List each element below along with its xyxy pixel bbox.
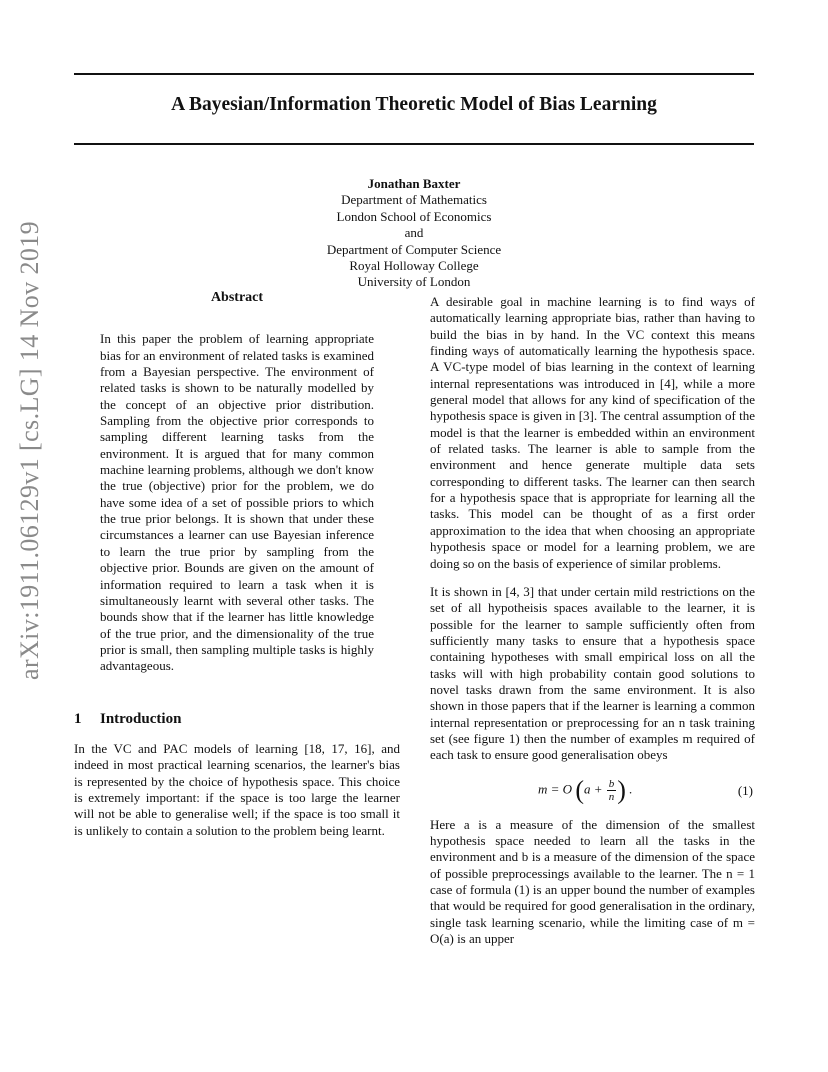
equation-tail: . <box>629 781 633 797</box>
intro-paragraph-1: In the VC and PAC models of learning [18, 17, 16], and indeed in most practical learning scenarios, the learner's bias is represented by the choice of hypothesis space. This choice is extremely important: if the space is too large the learner will not be able to generalise well; if the space is too small it is unlikely to contain a solution to the problem being learnt. <box>74 740 400 838</box>
arxiv-identifier-stamp: arXiv:1911.06129v1 [cs.LG] 14 Nov 2019 <box>15 220 44 680</box>
section-number: 1 <box>74 710 82 727</box>
intro-paragraph-4: Here a is a measure of the dimension of the smallest hypothesis space needed to learn all the tasks in the environment and b is a measure of the dimension of the space of possible preprocessings available to the learner. The n = 1 case of formula (1) is an upper bound the number of examples that would be required for good generalisation in the ordinary, single task learning scenario, while the limiting case of m = O(a) is an upper <box>430 816 755 947</box>
equation-lhs: m = O <box>538 781 573 797</box>
section-title: Introduction <box>100 710 182 727</box>
equation-number: (1) <box>737 782 753 798</box>
title-bottom-rule <box>74 143 754 145</box>
intro-paragraph-2: A desirable goal in machine learning is to find ways of automatically learning appropriate bias, rather than having to build the bias in by hand. In the VC context this means finding ways of automatically learning the hypothesis space. A VC-type model of bias learning in the context of learning internal representations was introduced in [4], while a more general model that allows for any kind of specification of the hypothesis space is given in [3]. The central assumption of the model is that the learner is embedded within an environment of related tasks. The learner is able to sample from the environment and hence generate multiple data sets corresponding to different tasks. The learner can then search for a hypothesis space that is appropriate for learning all the tasks. This model can be thought of as a first order approximation to the idea that when choosing an appropriate hypothesis space or model for a learning problem, we are doing so on the basis of experience of similar problems. <box>430 294 755 571</box>
equation-1 <box>430 767 755 813</box>
affiliation-line: London School of Economics <box>336 208 492 224</box>
author-block <box>214 176 614 291</box>
affiliation-line: Department of Computer Science <box>326 241 502 257</box>
abstract-text: In this paper the problem of learning appropriate bias for an environment of related tasks is examined from a Bayesian perspective. The environment of related tasks is shown to be naturally modelled by the concept of an objective prior distribution. Sampling from the objective prior corresponds to sampling different learning tasks from the environment. It is argued that for many common machine learning problems, although we don't know the true (objective) prior for the problem, we do have some idea of a set of possible priors to which the true prior belongs. It is shown that under these circumstances a learner can use Bayesian inference to learn the true prior by sampling from the objective prior. Bounds are given on the amount of information required to learn a task when it is simultaneously learnt with several other tasks. The bounds show that if the learner has little knowledge of the true prior, and the dimensionality of the true prior is small, then sampling multiple tasks is highly advantageous. <box>100 331 374 674</box>
equation-term: a + <box>583 781 603 797</box>
affiliation-line: Department of Mathematics <box>341 192 487 208</box>
affiliation-line: University of London <box>357 274 471 290</box>
fraction-numerator: b <box>608 777 615 790</box>
equation-body <box>538 774 633 804</box>
right-paren: ) <box>617 774 626 804</box>
left-paren: ( <box>575 774 584 804</box>
intro-paragraph-3: It is shown in [4, 3] that under certain mild restrictions on the set of all hypotheisis spaces available to the learner, it is possible for the learner to sample sufficiently often from sufficiently many tasks to ensure that a hypothesis space containing hypotheses with small empirical loss on all the tasks will with high probability contain good solutions to novel tasks drawn from the same environment. It is also shown in those papers that if the learner is learning a common internal representation or preprocessing for an n task training set (see figure 1) then the number of examples m required of each task to ensure good generalisation obeys <box>430 583 755 763</box>
left-column <box>74 290 400 839</box>
fraction <box>607 778 617 803</box>
title-top-rule <box>74 73 754 75</box>
right-column <box>430 294 755 947</box>
section-heading <box>74 711 400 727</box>
abstract-heading: Abstract <box>210 290 264 305</box>
paper-title: A Bayesian/Information Theoretic Model of Bias Learning <box>171 94 657 115</box>
affiliation-line: and <box>404 225 424 241</box>
affiliation-line: Royal Holloway College <box>349 258 479 274</box>
author-name: Jonathan Baxter <box>367 176 461 191</box>
fraction-denominator: n <box>608 790 615 803</box>
